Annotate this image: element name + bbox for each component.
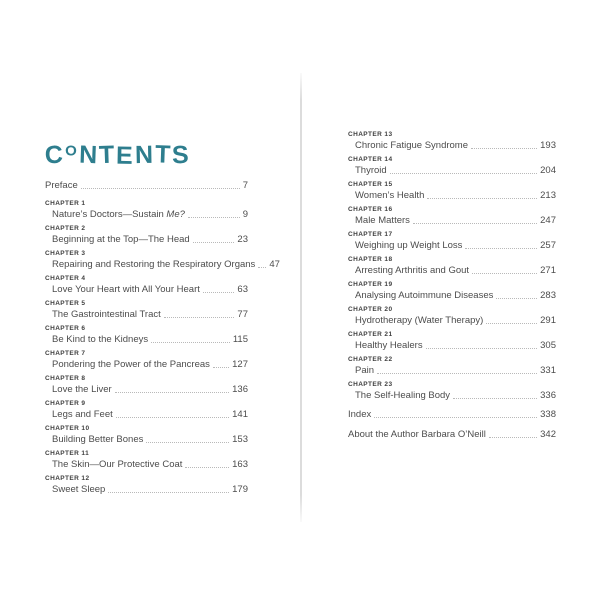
toc-entry bbox=[45, 324, 248, 346]
chapter-label: CHAPTER 15 bbox=[348, 181, 393, 188]
chapter-title: Love the Liver bbox=[52, 384, 112, 395]
dotted-leader bbox=[108, 492, 229, 493]
toc-entry bbox=[45, 449, 248, 471]
dotted-leader bbox=[164, 317, 235, 318]
dotted-leader bbox=[81, 188, 240, 189]
chapter-title: Legs and Feet bbox=[52, 409, 113, 420]
page-title: CONTENTS bbox=[44, 140, 192, 170]
chapter-title: Male Matters bbox=[355, 215, 410, 226]
dotted-leader bbox=[377, 373, 537, 374]
toc-entry bbox=[348, 230, 556, 252]
page-number: 179 bbox=[232, 484, 248, 495]
toc-entries-right bbox=[348, 130, 556, 441]
page-number: 141 bbox=[232, 409, 248, 420]
toc-entry bbox=[348, 428, 556, 441]
chapter-label: CHAPTER 9 bbox=[45, 400, 86, 407]
chapter-label: CHAPTER 1 bbox=[45, 200, 86, 207]
chapter-label: CHAPTER 14 bbox=[348, 156, 393, 163]
dotted-leader bbox=[465, 248, 537, 249]
toc-entry bbox=[348, 330, 556, 352]
toc-entry bbox=[45, 299, 248, 321]
chapter-title: Hydrotherapy (Water Therapy) bbox=[355, 315, 484, 326]
page-number: 305 bbox=[540, 340, 556, 351]
chapter-title: The Self-Healing Body bbox=[355, 390, 451, 401]
toc-entry bbox=[348, 280, 556, 302]
chapter-label: CHAPTER 18 bbox=[348, 256, 393, 263]
toc-entry bbox=[348, 305, 556, 327]
chapter-label: CHAPTER 21 bbox=[348, 331, 393, 338]
page-number: 193 bbox=[540, 140, 556, 151]
toc-column-left bbox=[44, 140, 280, 499]
page-number: 115 bbox=[232, 334, 248, 345]
chapter-title: Repairing and Restoring the Respiratory Organs bbox=[52, 259, 256, 270]
page-number: 77 bbox=[237, 309, 248, 320]
chapter-label: CHAPTER 5 bbox=[45, 300, 86, 307]
toc-entry bbox=[45, 199, 248, 221]
chapter-label: CHAPTER 13 bbox=[348, 131, 393, 138]
dotted-leader bbox=[413, 223, 537, 224]
chapter-title: Be Kind to the Kidneys bbox=[52, 334, 149, 345]
page-number: 247 bbox=[540, 215, 556, 226]
chapter-title: Building Better Bones bbox=[52, 434, 144, 445]
chapter-label: CHAPTER 20 bbox=[348, 306, 393, 313]
chapter-title: Love Your Heart with All Your Heart bbox=[52, 284, 200, 295]
dotted-leader bbox=[193, 242, 235, 243]
chapter-title: Preface bbox=[45, 180, 78, 191]
chapter-label: CHAPTER 23 bbox=[348, 381, 393, 388]
chapter-label: CHAPTER 16 bbox=[348, 206, 393, 213]
toc-entry bbox=[348, 408, 556, 421]
page-number: 257 bbox=[540, 240, 556, 251]
dotted-leader bbox=[115, 392, 229, 393]
page-number: 271 bbox=[540, 265, 556, 276]
chapter-title: Pondering the Power of the Pancreas bbox=[52, 359, 210, 370]
chapter-label: CHAPTER 12 bbox=[45, 475, 90, 482]
dotted-leader bbox=[188, 217, 240, 218]
toc-entry bbox=[348, 155, 556, 177]
page-number: 342 bbox=[540, 429, 556, 440]
dotted-leader bbox=[185, 467, 229, 468]
page-number: 153 bbox=[232, 434, 248, 445]
page-number: 23 bbox=[237, 234, 248, 245]
chapter-title: Weighing up Weight Loss bbox=[355, 240, 463, 251]
chapter-label: CHAPTER 10 bbox=[45, 425, 90, 432]
page-divider bbox=[300, 73, 302, 522]
page-number: 127 bbox=[232, 359, 248, 370]
chapter-title: Nature’s Doctors—Sustain Me? bbox=[52, 209, 185, 220]
page-number: 163 bbox=[232, 459, 248, 470]
page-number: 213 bbox=[540, 190, 556, 201]
page-number: 283 bbox=[540, 290, 556, 301]
page-number: 47 bbox=[269, 259, 280, 270]
chapter-title: The Gastrointestinal Tract bbox=[52, 309, 161, 320]
page-number: 331 bbox=[540, 365, 556, 376]
page-number: 136 bbox=[232, 384, 248, 395]
dotted-leader bbox=[426, 348, 538, 349]
chapter-label: CHAPTER 4 bbox=[45, 275, 86, 282]
dotted-leader bbox=[427, 198, 537, 199]
toc-entry bbox=[45, 424, 248, 446]
chapter-label: CHAPTER 8 bbox=[45, 375, 86, 382]
toc-entry bbox=[45, 474, 248, 496]
toc-entry bbox=[348, 255, 556, 277]
chapter-label: CHAPTER 19 bbox=[348, 281, 393, 288]
dotted-leader bbox=[489, 437, 537, 438]
page-number: 204 bbox=[540, 165, 556, 176]
page-number: 336 bbox=[540, 390, 556, 401]
chapter-label: CHAPTER 22 bbox=[348, 356, 393, 363]
chapter-title: Sweet Sleep bbox=[52, 484, 106, 495]
chapter-label: CHAPTER 11 bbox=[45, 450, 90, 457]
dotted-leader bbox=[390, 173, 537, 174]
page-number: 338 bbox=[540, 409, 556, 420]
dotted-leader bbox=[213, 367, 229, 368]
dotted-leader bbox=[116, 417, 229, 418]
dotted-leader bbox=[472, 273, 537, 274]
dotted-leader bbox=[471, 148, 537, 149]
chapter-title: Pain bbox=[355, 365, 375, 376]
dotted-leader bbox=[151, 342, 230, 343]
toc-entry bbox=[45, 224, 248, 246]
page-number: 7 bbox=[242, 180, 248, 191]
toc-entry bbox=[45, 249, 280, 271]
toc-entry bbox=[45, 374, 248, 396]
page-number: 9 bbox=[242, 209, 248, 220]
chapter-title: Arresting Arthritis and Gout bbox=[355, 265, 470, 276]
toc-entry bbox=[348, 380, 556, 402]
chapter-label: CHAPTER 2 bbox=[45, 225, 86, 232]
chapter-title: The Skin—Our Protective Coat bbox=[52, 459, 183, 470]
toc-entry bbox=[348, 130, 556, 152]
chapter-title: About the Author Barbara O’Neill bbox=[348, 429, 486, 440]
toc-entry bbox=[45, 179, 248, 192]
chapter-title: Chronic Fatigue Syndrome bbox=[355, 140, 468, 151]
dotted-leader bbox=[496, 298, 537, 299]
page-number: 291 bbox=[540, 315, 556, 326]
toc-entries-left bbox=[45, 179, 280, 496]
dotted-leader bbox=[146, 442, 229, 443]
toc-column-right bbox=[348, 130, 556, 448]
toc-entry bbox=[45, 399, 248, 421]
chapter-title: Women’s Health bbox=[355, 190, 425, 201]
toc-entry bbox=[348, 180, 556, 202]
dotted-leader bbox=[203, 292, 235, 293]
dotted-leader bbox=[486, 323, 537, 324]
chapter-label: CHAPTER 7 bbox=[45, 350, 86, 357]
chapter-title: Beginning at the Top—The Head bbox=[52, 234, 190, 245]
chapter-label: CHAPTER 6 bbox=[45, 325, 86, 332]
chapter-label: CHAPTER 17 bbox=[348, 231, 393, 238]
chapter-title: Healthy Healers bbox=[355, 340, 423, 351]
toc-entry bbox=[348, 205, 556, 227]
dotted-leader bbox=[374, 417, 537, 418]
chapter-title: Index bbox=[348, 409, 372, 420]
chapter-title: Analysing Autoimmune Diseases bbox=[355, 290, 494, 301]
dotted-leader bbox=[258, 267, 266, 268]
toc-entry bbox=[348, 355, 556, 377]
dotted-leader bbox=[453, 398, 537, 399]
toc-entry bbox=[45, 349, 248, 371]
chapter-title: Thyroid bbox=[355, 165, 387, 176]
chapter-label: CHAPTER 3 bbox=[45, 250, 86, 257]
page-number: 63 bbox=[237, 284, 248, 295]
toc-entry bbox=[45, 274, 248, 296]
